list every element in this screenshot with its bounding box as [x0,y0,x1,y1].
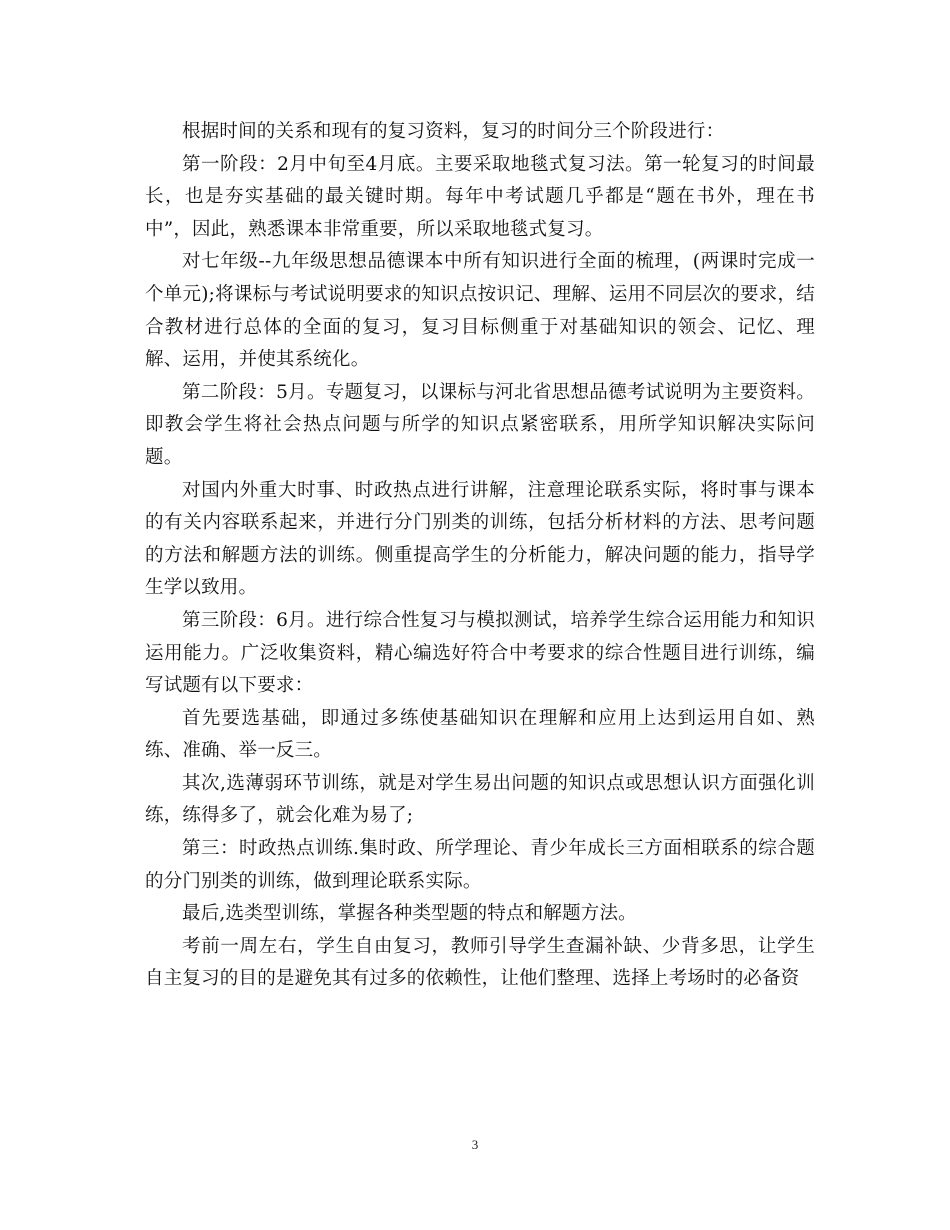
paragraph-requirement-question-types: 最后,选类型训练，掌握各种类型题的特点和解题方法。 [182,903,637,925]
paragraph-final-week: 考前一周左右，学生自由复习，教师引导学生查漏补缺、少背多思，让学生自主复习的目的是避免其有过多的依赖性，让他们整理、选择上考场时的必备资 [145,935,815,990]
paragraph-stage-one-detail: 对七年级--九年级思想品德课本中所有知识进行全面的梳理，(两课时完成一个单元);将课标与考试说明要求的知识点按识记、理解、运用不同层次的要求，结合教材进行总体的全面的复习，复习目标侧重于对基础知识的领会、记忆、理解、运用，并使其系统化。 [145,251,815,371]
paragraph-stage-two-detail: 对国内外重大时事、时政热点进行讲解，注意理论联系实际，将时事与课本的有关内容联系起来，并进行分门别类的训练，包括分析材料的方法、思考问题的方法和解题方法的训练。侧重提高学生的分析能力，解决问题的能力，指导学生学以致用。 [145,479,815,599]
page-number: 3 [471,1137,479,1152]
paragraph-requirement-basics: 首先要选基础，即通过多练使基础知识在理解和应用上达到运用自如、熟练、准确、举一反三。 [145,707,815,762]
paragraph-requirement-weak-points: 其次,选薄弱环节训练，就是对学生易出问题的知识点或思想认识方面强化训练，练得多了，就会化难为易了; [145,772,815,827]
document-body [145,116,815,996]
paragraph-requirement-current-affairs: 第三：时政热点训练.集时政、所学理论、青少年成长三方面相联系的综合题的分门别类的训练，做到理论联系实际。 [145,838,815,892]
paragraph-stage-two: 第二阶段：5月。专题复习，以课标与河北省思想品德考试说明为主要资料。即教会学生将社会热点问题与所学的知识点紧密联系，用所学知识解决实际问题。 [145,381,815,468]
paragraph-intro: 根据时间的关系和现有的复习资料，复习的时间分三个阶段进行： [182,121,725,142]
paragraph-stage-three: 第三阶段：6月。进行综合性复习与模拟测试，培养学生综合运用能力和知识运用能力。广泛收集资料，精心编选好符合中考要求的综合性题目进行训练，编写试题有以下要求： [145,609,815,697]
paragraph-stage-one: 第一阶段：2月中旬至4月底。主要采取地毯式复习法。第一轮复习的时间最长，也是夯实基础的最关键时期。每年中考试题几乎都是“题在书外，理在书中”，因此，熟悉课本非常重要，所以采取地毯式复习。 [145,153,815,240]
